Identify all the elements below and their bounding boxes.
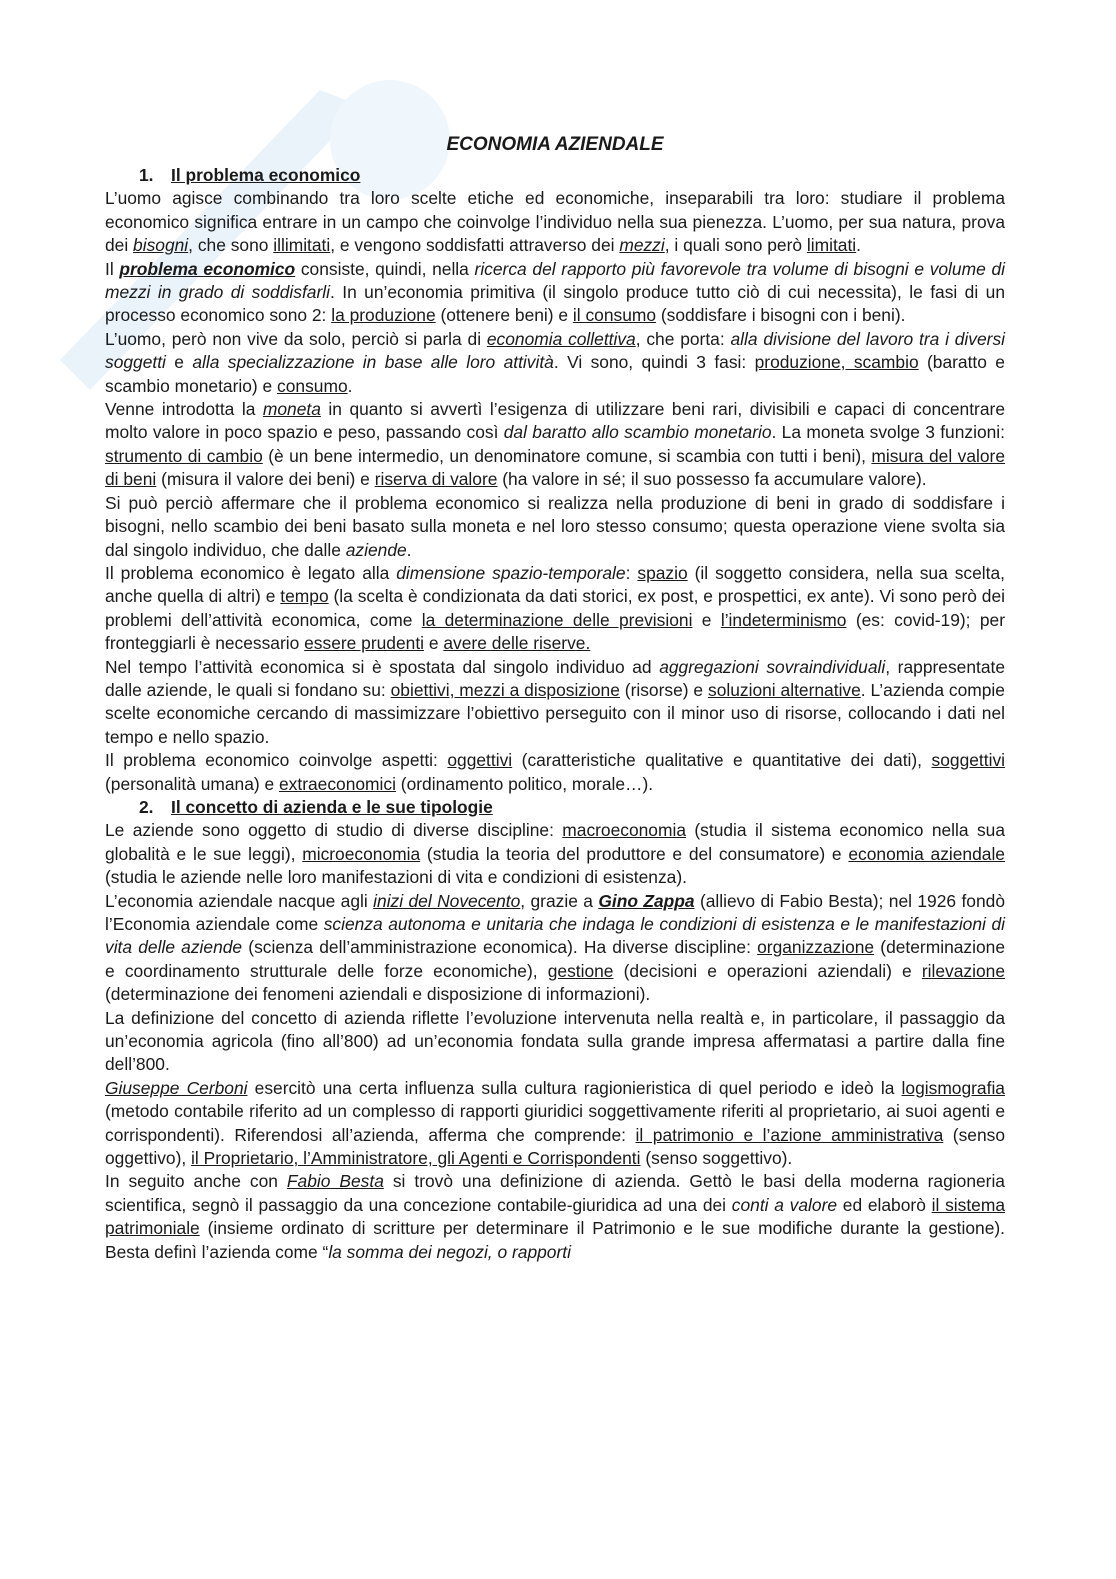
emphasized-text: oggettivi <box>447 750 513 771</box>
paragraph <box>105 492 1005 562</box>
text-run: (es: covid-19); per fronteggiarli è necessario <box>105 609 1005 654</box>
emphasized-text: consumo <box>277 375 348 396</box>
document-page <box>105 128 1005 1264</box>
emphasized-text: bisogni <box>133 235 189 256</box>
emphasized-text: misura del valore di beni <box>105 445 1005 490</box>
text-run: . <box>406 539 412 560</box>
text-run: Il <box>105 258 120 279</box>
text-run: ed elaborò <box>837 1194 932 1215</box>
emphasized-text: strumento di cambio <box>105 445 263 466</box>
emphasized-text: rilevazione <box>921 960 1005 981</box>
emphasized-text: logismografia <box>901 1077 1005 1098</box>
emphasized-text: dal baratto allo scambio monetario <box>503 422 772 443</box>
paragraph <box>105 1170 1005 1264</box>
text-run: si trovò una definizione di azienda. Gettò le basi della moderna ragioneria scientifica, segnò il passaggio da una concezione contabile-giuridica ad una dei <box>105 1171 1005 1215</box>
text-run: Nel tempo l’attività economica si è spostata dal singolo individuo ad <box>105 656 660 677</box>
text-run: , rappresentate dalle aziende, le quali si fondano su: <box>105 656 1005 700</box>
emphasized-text: spazio <box>637 562 688 583</box>
text-run: , i quali sono però <box>664 235 807 256</box>
emphasized-text: scienza autonoma e unitaria che indaga le condizioni di esistenza e le manifestazioni di vita delle aziende <box>105 914 1005 958</box>
text-run: . L’azienda compie scelte economiche cercando di massimizzare l’obiettivo perseguito con il minor uso di risorse, collocando i dati nel tempo e nello spazio. <box>105 679 1005 747</box>
paragraph <box>105 749 1005 796</box>
text-run: (risorse) e <box>619 679 708 700</box>
text-run: in quanto si avvertì l’esigenza di utilizzare beni rari, divisibili e capaci di concentrare molto valore in poco spazio e peso, passando così <box>105 399 1005 443</box>
emphasized-text: mezzi <box>619 235 665 256</box>
emphasized-text: economia collettiva <box>486 328 636 349</box>
emphasized-text: produzione, scambio <box>754 352 919 373</box>
text-run: (senso oggettivo), <box>105 1124 1006 1169</box>
paragraph <box>105 1077 1005 1171</box>
emphasized-text: aggregazioni sovraindividuali <box>659 656 886 677</box>
section-heading-text: Il problema economico <box>171 165 361 185</box>
text-run: e <box>424 633 444 654</box>
text-run: L’economia aziendale nacque agli <box>105 890 374 911</box>
text-run: (è un bene intermedio, un denominatore comune, si scambia con tutti i beni), <box>262 445 872 466</box>
text-run: (la scelta è condizionata da dati storici, ex post, e prospettici, ex ante). Vi sono però dei problemi dell’attività economica, come <box>105 586 1006 630</box>
paragraph <box>105 819 1005 889</box>
emphasized-text: il Proprietario, l’Amministratore, gli Agenti e Corrispondenti <box>191 1148 641 1169</box>
text-run: (ha valore in sé; il suo possesso fa accumulare valore). <box>497 469 927 490</box>
text-run: . In un’economia primitiva (il singolo produce tutto ciò di cui necessita), le fasi di un processo economico sono 2: <box>105 282 1005 326</box>
emphasized-text: inizi del Novecento <box>373 890 521 911</box>
text-run: . <box>856 235 861 256</box>
emphasized-text: ricerca del rapporto più favorevole tra volume di bisogni e volume di mezzi in grado di soddisfarli <box>105 258 1005 303</box>
emphasized-text: essere prudenti <box>304 633 425 654</box>
emphasized-text: macroeconomia <box>562 820 687 841</box>
text-run: (metodo contabile riferito ad un complesso di rapporti giuridici soggettivamente riferiti al proprietario, ai suoi agenti e corrispondenti). Riferendosi all’azienda, afferma che comprende: <box>105 1101 1005 1145</box>
text-run: (studia la teoria del produttore e del consumatore) e <box>420 843 849 864</box>
paragraph <box>105 398 1005 492</box>
text-run: (baratto e scambio monetario) e <box>105 352 1005 396</box>
paragraph <box>105 258 1005 328</box>
text-run: (senso soggettivo). <box>640 1148 793 1169</box>
emphasized-text: gestione <box>547 960 614 981</box>
text-run: (insieme ordinato di scritture per determinare il Patrimonio e le sue modifiche durante la gestione). Besta definì l’azienda come “ <box>105 1218 1005 1262</box>
text-run: Il problema economico coinvolge aspetti: <box>105 750 448 771</box>
emphasized-text: aziende <box>345 539 407 560</box>
document-body <box>105 164 1005 1264</box>
document-title: ECONOMIA AZIENDALE <box>446 134 664 155</box>
text-run: Le aziende sono oggetto di studio di diverse discipline: <box>105 820 563 841</box>
emphasized-text: illimitati <box>273 235 331 256</box>
text-run: Si può perciò affermare che il problema economico si realizza nella produzione di beni in grado di soddisfare i bisogni, nello scambio dei beni basato sulla moneta e nel loro stesso consumo; questa operazione viene svolta sia dal singolo individuo, che dalle <box>105 492 1005 560</box>
text-run: (decisioni e operazioni aziendali) e <box>613 960 922 981</box>
text-run: . Vi sono, quindi 3 fasi: <box>553 352 755 373</box>
section-heading <box>105 164 1005 187</box>
text-run: e <box>165 352 193 373</box>
emphasized-text: il sistema patrimoniale <box>105 1194 1005 1239</box>
text-run: Venne introdotta la <box>105 399 263 420</box>
text-run: , e vengono soddisfatti attraverso dei <box>330 235 620 256</box>
emphasized-text: alla divisione del lavoro tra i diversi soggetti <box>105 328 1006 373</box>
emphasized-text: conti a valore <box>731 1194 838 1215</box>
emphasized-text: alla specializzazione in base alle loro attività <box>192 352 554 373</box>
emphasized-text: Giuseppe Cerboni <box>105 1077 248 1098</box>
section-heading <box>105 796 1005 819</box>
emphasized-text: il consumo <box>572 305 657 326</box>
text-run: L’uomo, però non vive da solo, perciò si parla di <box>105 328 487 349</box>
text-run: , che porta: <box>635 328 731 349</box>
emphasized-text: la determinazione delle previsioni <box>421 609 693 630</box>
emphasized-text: soluzioni alternative <box>708 679 861 700</box>
paragraph <box>105 890 1005 1007</box>
text-run: (soddisfare i bisogni con i beni). <box>656 305 906 326</box>
emphasized-text: la somma dei negozi, o rapporti <box>328 1241 571 1262</box>
emphasized-text: Gino Zappa <box>598 890 695 911</box>
emphasized-text: l’indeterminismo <box>720 609 847 630</box>
emphasized-text: obiettivi, mezzi a disposizione <box>390 679 620 700</box>
text-run: (studia il sistema economico nella sua globalità e le sue leggi), <box>105 820 1005 864</box>
text-run: (il soggetto considera, nella sua scelta, anche quella di altri) e <box>105 562 1005 607</box>
text-run: L’uomo agisce combinando tra loro scelte etiche ed economiche, inseparabili tra loro: studiare il problema economico significa entrare in un campo che coinvolge l’individuo nella sua pienezza. L’uomo, per sua natura, prova dei <box>105 188 1005 256</box>
paragraph <box>105 187 1005 257</box>
text-run: La definizione del concetto di azienda riflette l’evoluzione intervenuta nella realtà e, in particolare, il passaggio da un’economia agricola (fino all’800) ad un’economia fondata sulla grande impresa affermatasi a partire dalla fine dell’800. <box>105 1007 1005 1075</box>
emphasized-text: dimensione spazio-temporale <box>396 562 626 583</box>
text-run: (determinazione e coordinamento strutturale delle forze economiche), <box>105 937 1005 981</box>
text-run: (personalità umana) e <box>105 773 279 794</box>
emphasized-text: il patrimonio e l’azione amministrativa <box>635 1124 944 1145</box>
text-run: (caratteristiche qualitative e quantitative dei dati), <box>512 750 932 771</box>
text-run: . <box>347 375 353 396</box>
text-run: , che sono <box>188 235 274 256</box>
text-run: In seguito anche con <box>105 1171 287 1192</box>
text-run: esercitò una certa influenza sulla cultura ragionieristica di quel periodo e ideò la <box>247 1077 902 1098</box>
text-run: (studia le aziende nelle loro manifestazioni di vita e condizioni di esistenza). <box>105 867 687 888</box>
text-run: (misura il valore dei beni) e <box>156 469 375 490</box>
text-run: . La moneta svolge 3 funzioni: <box>771 422 1005 443</box>
paragraph <box>105 656 1005 750</box>
text-run: e <box>692 609 721 630</box>
section-number: 1. <box>139 165 154 185</box>
text-run: , grazie a <box>520 890 599 911</box>
text-run: Il problema economico è legato alla <box>105 562 397 583</box>
emphasized-text: Fabio Besta <box>286 1171 384 1192</box>
emphasized-text: microeconomia <box>302 843 421 864</box>
paragraph <box>105 562 1005 656</box>
section-number: 2. <box>139 796 154 817</box>
emphasized-text: economia aziendale <box>848 843 1005 864</box>
text-run: (allievo di Fabio Besta); nel 1926 fondò l’Economia aziendale come <box>105 890 1005 934</box>
paragraph <box>105 1007 1005 1077</box>
text-run: (scienza dell’amministrazione economica). Ha diverse discipline: <box>242 937 758 958</box>
text-run: : <box>625 562 638 583</box>
emphasized-text: problema economico <box>119 258 296 279</box>
emphasized-text: organizzazione <box>757 937 875 958</box>
emphasized-text: tempo <box>280 586 329 607</box>
text-run: consiste, quindi, nella <box>295 258 475 279</box>
emphasized-text: avere delle riserve. <box>443 633 591 654</box>
emphasized-text: moneta <box>262 399 321 420</box>
emphasized-text: extraeconomici <box>279 773 396 794</box>
text-run: (determinazione dei fenomeni aziendali e disposizione di informazioni). <box>105 984 651 1005</box>
emphasized-text: limitati <box>806 235 857 256</box>
text-run: (ottenere beni) e <box>435 305 573 326</box>
emphasized-text: riserva di valore <box>374 469 498 490</box>
emphasized-text: soggettivi <box>931 750 1005 771</box>
paragraph <box>105 328 1005 398</box>
emphasized-text: la produzione <box>331 305 436 326</box>
section-heading-text: Il concetto di azienda e le sue tipologie <box>171 796 493 817</box>
text-run: (ordinamento politico, morale…). <box>395 773 654 794</box>
